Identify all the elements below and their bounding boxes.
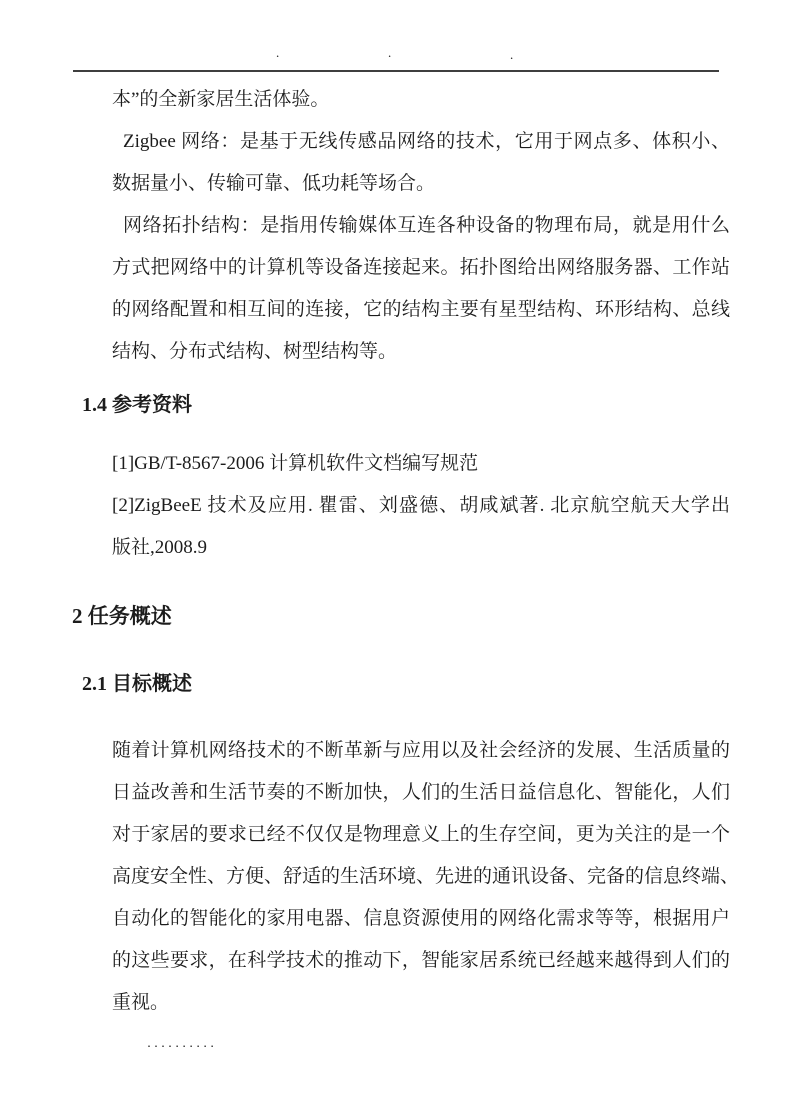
reference-item-1 <box>112 443 730 485</box>
heading-2-task-overview: 2 任务概述 <box>72 604 172 628</box>
reference-item-2 <box>112 485 730 569</box>
text-line: 结构、分布式结构、树型结构等。 <box>112 341 398 362</box>
paragraph-zigbee-network <box>112 121 730 205</box>
heading-1-4-references: 1.4 参考资料 <box>82 394 192 416</box>
header-speck: . <box>276 45 280 60</box>
text-line: Zigbee 网络：是基于无线传感品网络的技术，它用于网点多、体积小、 <box>123 131 730 152</box>
paragraph-network-topology <box>112 205 730 373</box>
text-line: 本”的全新家居生活体验。 <box>112 89 330 110</box>
header-speck: . <box>388 45 392 60</box>
text-line: 的网络配置和相互间的连接，它的结构主要有星型结构、环形结构、总线 <box>112 299 730 320</box>
text-line: [2]ZigBeeE 技术及应用. 瞿雷、刘盛德、胡咸斌著. 北京航空航天大学出 <box>112 495 730 516</box>
text-line: 日益改善和生活节奏的不断加快，人们的生活日益信息化、智能化，人们 <box>112 782 730 803</box>
text-line: 重视。 <box>112 992 170 1013</box>
text-line: 随着计算机网络技术的不断革新与应用以及社会经济的发展、生活质量的 <box>112 740 730 761</box>
text-line: 网络拓扑结构：是指用传输媒体互连各种设备的物理布局，就是用什么 <box>123 215 730 236</box>
text-line: 自动化的智能化的家用电器、信息资源使用的网络化需求等等，根据用户 <box>112 908 730 929</box>
text-line: 高度安全性、方便、舒适的生活环境、先进的通讯设备、完备的信息终端、 <box>112 866 740 887</box>
header-rule <box>73 70 719 72</box>
heading-2-1-goal-overview: 2.1 目标概述 <box>82 673 192 695</box>
text-line: 方式把网络中的计算机等设备连接起来。拓扑图给出网络服务器、工作站 <box>112 257 730 278</box>
header-speck: . <box>510 47 514 62</box>
text-line: [1]GB/T-8567-2006 计算机软件文档编写规范 <box>112 453 479 474</box>
text-line: 对于家居的要求已经不仅仅是物理意义上的生存空间，更为关注的是一个 <box>112 824 730 845</box>
footer-dots: .......... <box>146 1039 217 1050</box>
text-line: 数据量小、传输可靠、低功耗等场合。 <box>112 173 436 194</box>
text-line: 的这些要求，在科学技术的推动下，智能家居系统已经越来越得到人们的 <box>112 950 730 971</box>
text-line: 版社,2008.9 <box>112 537 208 558</box>
paragraph-goal-overview-body <box>112 730 740 1024</box>
paragraph-continued <box>112 79 730 121</box>
